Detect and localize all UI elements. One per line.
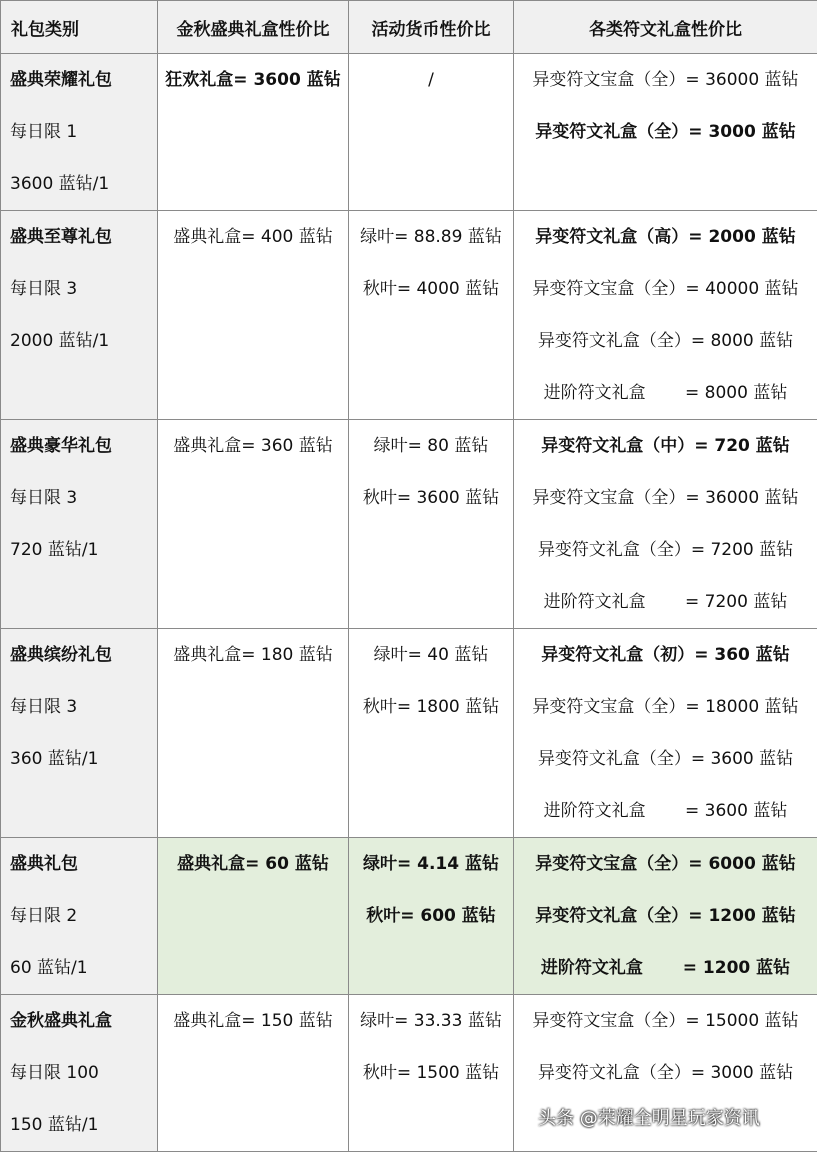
cell-line: 盛典豪华礼包: [10, 420, 157, 472]
cell-rune-value: [514, 629, 817, 838]
cell-rune-value: [514, 54, 817, 211]
cell-line: 360 蓝钻/1: [10, 733, 157, 785]
header-row: [1, 1, 817, 54]
cell-currency-value: [349, 629, 514, 838]
cell-line: 异变符文礼盒（全）= 8000 蓝钻: [514, 315, 817, 367]
cell-rune-value: [514, 420, 817, 629]
cell-pack-info: [1, 995, 158, 1152]
cell-box-value: [158, 54, 349, 211]
header-pack-category: 礼包类别: [1, 1, 158, 54]
cell-line: 2000 蓝钻/1: [10, 315, 157, 367]
cell-line: 金秋盛典礼盒: [10, 995, 157, 1047]
cell-currency-value: [349, 838, 514, 995]
table-row: [1, 629, 817, 838]
cell-line: 异变符文宝盒（全）= 6000 蓝钻: [514, 838, 817, 890]
table-row: [1, 838, 817, 995]
cell-line: 每日限 100: [10, 1047, 157, 1099]
cell-pack-info: [1, 211, 158, 420]
cell-line: 异变符文礼盒（全）= 7200 蓝钻: [514, 524, 817, 576]
cell-line: 异变符文宝盒（全）= 36000 蓝钻: [514, 54, 817, 106]
header-box-value: 金秋盛典礼盒性价比: [158, 1, 349, 54]
table-row: [1, 420, 817, 629]
cell-line: 盛典礼包: [10, 838, 157, 890]
cell-currency-value: [349, 211, 514, 420]
cell-line: 盛典荣耀礼包: [10, 54, 157, 106]
cell-line: 每日限 3: [10, 472, 157, 524]
cell-line: 秋叶= 1500 蓝钻: [349, 1047, 513, 1099]
cell-currency-value: [349, 54, 514, 211]
cell-line: 进阶符文礼盒 = 1200 蓝钻: [514, 942, 817, 994]
cell-line: 异变符文宝盒（全）= 40000 蓝钻: [514, 263, 817, 315]
cell-line: 异变符文礼盒（全）= 3000 蓝钻: [514, 1047, 817, 1099]
cell-line: 秋叶= 600 蓝钻: [349, 890, 513, 942]
cell-line: 进阶符文礼盒 = 8000 蓝钻: [514, 367, 817, 419]
cell-line: 异变符文宝盒（全）= 36000 蓝钻: [514, 472, 817, 524]
cell-line: 绿叶= 40 蓝钻: [349, 629, 513, 681]
cell-currency-value: [349, 420, 514, 629]
cell-line: 每日限 2: [10, 890, 157, 942]
cell-line: 秋叶= 3600 蓝钻: [349, 472, 513, 524]
table-row: [1, 54, 817, 211]
cell-currency-value: [349, 995, 514, 1152]
cell-pack-info: [1, 629, 158, 838]
cell-pack-info: [1, 54, 158, 211]
cell-line: /: [349, 54, 513, 106]
cell-line: 异变符文礼盒（初）= 360 蓝钻: [514, 629, 817, 681]
cell-line: 盛典缤纷礼包: [10, 629, 157, 681]
cell-line: 每日限 3: [10, 681, 157, 733]
cell-line: 60 蓝钻/1: [10, 942, 157, 994]
cell-box-value: [158, 211, 349, 420]
cell-pack-info: [1, 838, 158, 995]
cell-line: 异变符文礼盒（中）= 720 蓝钻: [514, 420, 817, 472]
cell-line: 盛典礼盒= 180 蓝钻: [158, 629, 348, 681]
cell-line: 进阶符文礼盒 = 3600 蓝钻: [514, 785, 817, 837]
cell-line: 3600 蓝钻/1: [10, 158, 157, 210]
cell-line: 绿叶= 4.14 蓝钻: [349, 838, 513, 890]
cell-rune-value: [514, 211, 817, 420]
header-currency-value: 活动货币性价比: [349, 1, 514, 54]
cell-line: 盛典礼盒= 150 蓝钻: [158, 995, 348, 1047]
cell-line: 进阶符文礼盒 = 7200 蓝钻: [514, 576, 817, 628]
cell-line: 150 蓝钻/1: [10, 1099, 157, 1151]
cell-box-value: [158, 995, 349, 1152]
cell-line: 绿叶= 88.89 蓝钻: [349, 211, 513, 263]
cell-line: 异变符文礼盒（全）= 1200 蓝钻: [514, 890, 817, 942]
cell-box-value: [158, 629, 349, 838]
cell-line: 每日限 3: [10, 263, 157, 315]
cell-box-value: [158, 420, 349, 629]
cell-pack-info: [1, 420, 158, 629]
cell-box-value: [158, 838, 349, 995]
cell-line: 狂欢礼盒= 3600 蓝钻: [158, 54, 348, 106]
cell-line: 异变符文宝盒（全）= 18000 蓝钻: [514, 681, 817, 733]
table-row: [1, 211, 817, 420]
cell-line: 秋叶= 4000 蓝钻: [349, 263, 513, 315]
cell-rune-value: [514, 838, 817, 995]
cell-line: 每日限 1: [10, 106, 157, 158]
cell-line: 秋叶= 1800 蓝钻: [349, 681, 513, 733]
cell-line: 异变符文宝盒（全）= 15000 蓝钻: [514, 995, 817, 1047]
cell-line: 盛典礼盒= 60 蓝钻: [158, 838, 348, 890]
cell-line: 异变符文礼盒（全）= 3600 蓝钻: [514, 733, 817, 785]
cell-line: 异变符文礼盒（高）= 2000 蓝钻: [514, 211, 817, 263]
cell-line: 绿叶= 33.33 蓝钻: [349, 995, 513, 1047]
cell-line: 盛典礼盒= 400 蓝钻: [158, 211, 348, 263]
cell-line: 异变符文礼盒（全）= 3000 蓝钻: [514, 106, 817, 158]
cell-line: 720 蓝钻/1: [10, 524, 157, 576]
cell-line: 绿叶= 80 蓝钻: [349, 420, 513, 472]
cell-line: 盛典礼盒= 360 蓝钻: [158, 420, 348, 472]
cell-line: 盛典至尊礼包: [10, 211, 157, 263]
header-rune-box-value: 各类符文礼盒性价比: [514, 1, 817, 54]
watermark: 头条 @荣耀全明星玩家资讯: [538, 1104, 760, 1130]
